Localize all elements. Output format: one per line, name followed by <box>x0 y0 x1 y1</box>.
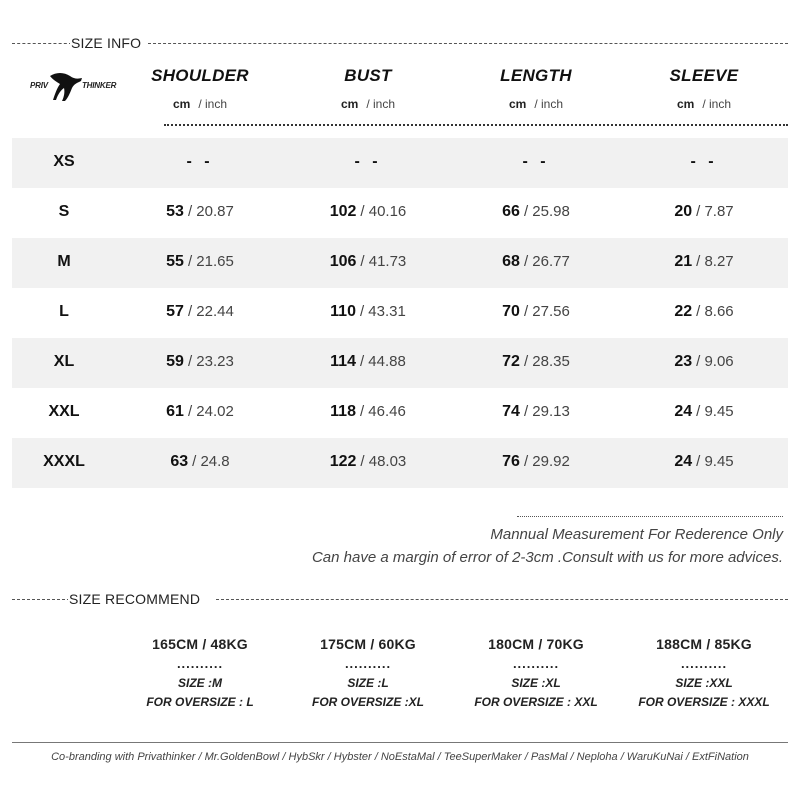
value-cm: 22 <box>674 303 693 320</box>
value-cm: 59 <box>166 353 184 370</box>
value-inch: / 8.66 <box>696 303 734 320</box>
table-cell <box>634 353 774 371</box>
table-cell <box>298 303 438 321</box>
column-header-shoulder <box>130 66 270 111</box>
column-name: LENGTH <box>500 66 572 85</box>
value-inch: / 24.02 <box>187 403 234 420</box>
dotted-separator: .......... <box>512 656 560 671</box>
size-label: S <box>58 203 70 220</box>
table-cell <box>634 253 774 271</box>
table-cell <box>466 353 606 371</box>
value-cm: 57 <box>166 303 184 320</box>
column-units <box>298 97 438 111</box>
unit-inch: / inch <box>702 97 732 111</box>
recommendation-item <box>288 636 448 709</box>
brand-logo-right-text: THINKER <box>82 81 117 90</box>
table-cell <box>298 403 438 421</box>
value-inch: / 48.03 <box>360 453 407 470</box>
table-cell <box>634 453 774 471</box>
divider <box>216 599 788 600</box>
value-cm: 68 <box>502 253 520 270</box>
oversize-size: FOR OVERSIZE : XXXL <box>638 695 770 709</box>
table-cell <box>466 453 606 471</box>
table-cell <box>466 403 606 421</box>
value-cm: 110 <box>330 303 356 320</box>
column-header-sleeve <box>634 66 774 111</box>
size-label: L <box>59 303 69 320</box>
oversize-size: FOR OVERSIZE : XXL <box>474 695 598 709</box>
value-cm: 24 <box>674 453 693 470</box>
value-inch: / 9.45 <box>696 453 734 470</box>
size-label: XS <box>53 153 75 170</box>
divider <box>12 599 70 600</box>
unit-inch: / inch <box>366 97 396 111</box>
table-cell <box>634 303 774 321</box>
column-header-bust <box>298 66 438 111</box>
oversize-size: FOR OVERSIZE :XL <box>311 695 424 709</box>
value-cm: 76 <box>502 453 520 470</box>
value-cm: 118 <box>330 403 356 420</box>
not-available-mark: - - <box>522 153 550 170</box>
brand-logo-left-text: PRIV <box>30 81 48 90</box>
value-cm: 122 <box>329 453 357 470</box>
value-inch: / 22.44 <box>187 303 234 320</box>
column-name: SLEEVE <box>669 66 739 85</box>
value-inch: / 7.87 <box>696 203 734 220</box>
column-header-length <box>466 66 606 111</box>
size-recommend-header <box>12 591 788 607</box>
table-cell <box>466 303 606 321</box>
table-cell <box>130 253 270 271</box>
brand-logo <box>28 72 132 102</box>
oversize-size: FOR OVERSIZE : L <box>146 695 254 709</box>
co-branding-footer: Co-branding with Privathinker / Mr.GoldenBowl / HybSkr / Hybster / NoEstaMal / TeeSuperMaker / PasMal / Neploha / WaruKuNai / ExtFiNation <box>51 751 749 763</box>
table-cell <box>466 153 606 171</box>
unit-inch: / inch <box>198 97 228 111</box>
column-name: BUST <box>344 66 392 85</box>
value-cm: 70 <box>502 303 520 320</box>
value-inch: / 9.06 <box>696 353 734 370</box>
height-weight: 188CM / 85KG <box>656 636 752 652</box>
value-cm: 53 <box>166 203 184 220</box>
height-weight: 165CM / 48KG <box>152 636 248 652</box>
dotted-separator: .......... <box>176 656 224 671</box>
value-cm: 21 <box>674 253 693 270</box>
divider <box>148 43 788 44</box>
unit-cm: cm <box>676 97 695 111</box>
measurement-note: Mannual Measurement For Rederence Only <box>490 526 783 543</box>
dotted-separator: .......... <box>680 656 728 671</box>
table-cell <box>298 203 438 221</box>
panther-icon <box>48 72 84 102</box>
value-inch: / 26.77 <box>523 253 570 270</box>
height-weight: 180CM / 70KG <box>488 636 584 652</box>
unit-cm: cm <box>172 97 191 111</box>
table-cell <box>466 253 606 271</box>
table-cell <box>298 353 438 371</box>
value-inch: / 20.87 <box>187 203 234 220</box>
value-cm: 24 <box>674 403 693 420</box>
table-cell <box>634 153 774 171</box>
table-cell <box>634 203 774 221</box>
value-cm: 106 <box>329 253 357 270</box>
not-available-mark: - - <box>690 153 718 170</box>
header-dotted-divider <box>164 124 788 126</box>
value-inch: / 8.27 <box>696 253 734 270</box>
table-row-s <box>12 188 788 238</box>
value-cm: 55 <box>166 253 184 270</box>
footer-divider <box>12 742 788 743</box>
value-inch: / 27.56 <box>523 303 570 320</box>
value-inch: / 43.31 <box>359 303 406 320</box>
value-inch: / 44.88 <box>359 353 406 370</box>
size-info-header <box>12 35 788 51</box>
size-info-heading: SIZE INFO <box>71 35 142 51</box>
value-cm: 20 <box>674 203 693 220</box>
table-cell <box>130 153 270 171</box>
size-label: XL <box>53 353 75 370</box>
margin-note: Can have a margin of error of 2-3cm .Consult with us for more advices. <box>311 549 783 566</box>
recommendation-item <box>456 636 616 709</box>
value-cm: 63 <box>170 453 189 470</box>
table-row-xxxl <box>12 438 788 488</box>
size-recommend-heading: SIZE RECOMMEND <box>69 591 201 607</box>
table-cell <box>298 253 438 271</box>
size-label: XXXL <box>43 453 85 470</box>
value-inch: / 21.65 <box>187 253 234 270</box>
table-cell <box>466 203 606 221</box>
unit-cm: cm <box>508 97 527 111</box>
recommended-size: SIZE :XL <box>511 676 561 690</box>
value-cm: 66 <box>502 203 520 220</box>
table-cell <box>130 453 270 471</box>
not-available-mark: - - <box>354 153 382 170</box>
value-inch: / 41.73 <box>360 253 407 270</box>
value-cm: 23 <box>674 353 693 370</box>
value-inch: / 9.45 <box>696 403 734 420</box>
value-inch: / 40.16 <box>360 203 407 220</box>
column-name: SHOULDER <box>151 66 249 85</box>
column-units <box>130 97 270 111</box>
unit-inch: / inch <box>534 97 564 111</box>
column-units <box>466 97 606 111</box>
recommendation-item <box>120 636 280 709</box>
table-row-xl <box>12 338 788 388</box>
value-inch: / 23.23 <box>187 353 234 370</box>
table-row-l <box>12 288 788 338</box>
value-cm: 114 <box>330 353 356 370</box>
not-available-mark: - - <box>186 153 214 170</box>
value-inch: / 46.46 <box>359 403 406 420</box>
value-cm: 102 <box>329 203 357 220</box>
recommended-size: SIZE :M <box>178 676 222 690</box>
divider <box>12 43 72 44</box>
table-cell <box>298 153 438 171</box>
size-label: M <box>57 253 71 270</box>
table-cell <box>634 403 774 421</box>
value-inch: / 25.98 <box>523 203 570 220</box>
value-inch: / 24.8 <box>192 453 230 470</box>
recommended-size: SIZE :XXL <box>675 676 733 690</box>
value-inch: / 28.35 <box>523 353 570 370</box>
table-row-xs <box>12 138 788 188</box>
table-cell <box>130 303 270 321</box>
table-cell <box>130 353 270 371</box>
table-row-m <box>12 238 788 288</box>
table-cell <box>130 203 270 221</box>
table-cell <box>298 453 438 471</box>
size-label: XXL <box>48 403 80 420</box>
value-cm: 74 <box>502 403 520 420</box>
table-row-xxl <box>12 388 788 438</box>
column-units <box>634 97 774 111</box>
value-cm: 72 <box>502 353 520 370</box>
value-inch: / 29.13 <box>523 403 570 420</box>
dotted-separator: .......... <box>344 656 392 671</box>
unit-cm: cm <box>340 97 359 111</box>
table-cell <box>130 403 270 421</box>
value-inch: / 29.92 <box>523 453 570 470</box>
note-dotted-divider <box>517 516 783 517</box>
value-cm: 61 <box>166 403 184 420</box>
recommended-size: SIZE :L <box>347 676 389 690</box>
height-weight: 175CM / 60KG <box>320 636 416 652</box>
recommendation-item <box>624 636 784 709</box>
